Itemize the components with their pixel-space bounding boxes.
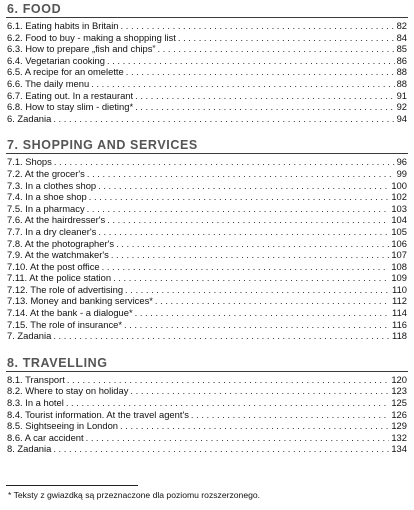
dot-leader bbox=[98, 226, 389, 238]
toc-entry[interactable] bbox=[6, 191, 408, 203]
dot-leader bbox=[135, 101, 394, 113]
entry-page-number: 112 bbox=[392, 295, 407, 307]
toc-entry[interactable] bbox=[6, 307, 408, 319]
dot-leader bbox=[53, 330, 390, 342]
toc-entry[interactable] bbox=[6, 226, 408, 238]
dot-leader bbox=[67, 374, 390, 386]
toc-entry[interactable] bbox=[6, 284, 408, 296]
dot-leader bbox=[102, 261, 390, 273]
entry-page-number: 85 bbox=[396, 43, 407, 55]
entry-page-number: 91 bbox=[396, 89, 407, 101]
toc-entry[interactable] bbox=[6, 397, 408, 409]
toc-entry[interactable] bbox=[6, 78, 408, 90]
entry-page-number: 123 bbox=[391, 385, 407, 397]
entry-page-number: 82 bbox=[396, 20, 407, 31]
dot-leader bbox=[53, 443, 389, 455]
entry-page-number: 109 bbox=[391, 272, 407, 284]
footnote-divider bbox=[6, 485, 138, 486]
toc-entry[interactable] bbox=[6, 203, 408, 215]
footnote: * Teksty z gwiazdką są przeznaczone dla poziomu rozszerzonego. bbox=[8, 490, 261, 500]
toc-entry[interactable] bbox=[6, 249, 408, 261]
section-heading: 7. SHOPPING AND SERVICES bbox=[6, 138, 408, 154]
dot-leader bbox=[89, 191, 390, 203]
toc-entry[interactable] bbox=[6, 295, 408, 307]
toc-entry[interactable] bbox=[6, 90, 408, 102]
toc-entry[interactable] bbox=[6, 156, 408, 168]
dot-leader bbox=[120, 420, 389, 432]
toc-entry[interactable] bbox=[6, 374, 408, 386]
dot-leader bbox=[126, 66, 395, 78]
entry-title: 7.15. The role of insurance* bbox=[7, 318, 123, 330]
entry-page-number: 86 bbox=[396, 54, 407, 66]
entry-title: 6.8. How to stay slim - dieting* bbox=[7, 101, 134, 113]
toc-entry[interactable] bbox=[6, 66, 408, 78]
entry-page-number: 94 bbox=[396, 112, 407, 124]
entry-page-number: 107 bbox=[391, 249, 407, 261]
entry-page-number: 88 bbox=[396, 66, 407, 78]
entry-page-number: 84 bbox=[396, 31, 407, 43]
toc-entry[interactable] bbox=[6, 319, 408, 331]
entry-title: 8.6. A car accident bbox=[7, 431, 84, 443]
entry-title: 6. Zadania bbox=[7, 112, 52, 124]
entry-title: 7.11. At the police station bbox=[7, 272, 112, 284]
entry-page-number: 114 bbox=[392, 307, 407, 319]
entry-title: 6.3. How to prepare „fish and chips” bbox=[7, 43, 156, 55]
toc-entry[interactable] bbox=[6, 261, 408, 273]
entry-title: 7.8. At the photographer's bbox=[7, 237, 115, 249]
toc-entry[interactable] bbox=[6, 101, 408, 113]
entry-title: 8.5. Sightseeing in London bbox=[7, 420, 119, 432]
toc-entry[interactable] bbox=[6, 113, 408, 125]
table-of-contents bbox=[6, 2, 408, 455]
dot-leader bbox=[87, 203, 390, 215]
dot-leader bbox=[86, 432, 390, 444]
entry-page-number: 126 bbox=[391, 408, 407, 420]
dot-leader bbox=[111, 249, 390, 261]
toc-entry[interactable] bbox=[6, 168, 408, 180]
entry-page-number: 110 bbox=[392, 283, 407, 295]
entry-page-number: 102 bbox=[391, 191, 407, 203]
dot-leader bbox=[178, 32, 395, 44]
toc-entry[interactable] bbox=[6, 32, 408, 44]
dot-leader bbox=[121, 20, 395, 32]
dot-leader bbox=[191, 409, 389, 421]
toc-entry[interactable] bbox=[6, 238, 408, 250]
dot-leader bbox=[54, 156, 395, 168]
toc-entry[interactable] bbox=[6, 20, 408, 32]
dot-leader bbox=[113, 272, 389, 284]
entry-title: 7.13. Money and banking services* bbox=[7, 295, 153, 307]
dot-leader bbox=[53, 113, 394, 125]
section-heading: 8. TRAVELLING bbox=[6, 356, 408, 372]
toc-entry[interactable] bbox=[6, 432, 408, 444]
entry-title: 7.12. The role of advertising bbox=[7, 283, 124, 295]
toc-entry[interactable] bbox=[6, 180, 408, 192]
section-entries bbox=[6, 374, 408, 455]
dot-leader bbox=[135, 90, 394, 102]
toc-entry[interactable] bbox=[6, 55, 408, 67]
entry-page-number: 92 bbox=[396, 101, 407, 113]
entry-title: 6.2. Food to buy - making a shopping list bbox=[7, 31, 176, 43]
entry-page-number: 106 bbox=[391, 237, 407, 249]
entry-title: 7.4. In a shoe shop bbox=[7, 191, 87, 203]
entry-page-number: 88 bbox=[396, 77, 407, 89]
entry-page-number: 100 bbox=[391, 179, 407, 191]
dot-leader bbox=[107, 214, 389, 226]
toc-entry[interactable] bbox=[6, 330, 408, 342]
entry-title: 8.1. Transport bbox=[7, 373, 65, 385]
entry-page-number: 134 bbox=[391, 443, 407, 455]
dot-leader bbox=[107, 55, 395, 67]
entry-title: 6.4. Vegetarian cooking bbox=[7, 54, 105, 66]
dot-leader bbox=[158, 43, 395, 55]
entry-page-number: 132 bbox=[391, 431, 407, 443]
toc-entry[interactable] bbox=[6, 443, 408, 455]
entry-page-number: 103 bbox=[391, 202, 407, 214]
entry-page-number: 116 bbox=[392, 318, 407, 330]
entry-page-number: 129 bbox=[391, 420, 407, 432]
section-heading: 6. FOOD bbox=[6, 2, 408, 18]
dot-leader bbox=[155, 295, 390, 307]
entry-page-number: 96 bbox=[396, 156, 407, 168]
entry-title: 7.6. At the hairdresser's bbox=[7, 214, 106, 226]
entry-title: 7.5. In a pharmacy bbox=[7, 202, 85, 214]
section-travelling bbox=[6, 356, 408, 455]
entry-title: 7.3. In a clothes shop bbox=[7, 179, 97, 191]
section-entries bbox=[6, 20, 408, 124]
toc-entry[interactable] bbox=[6, 385, 408, 397]
toc-entry[interactable] bbox=[6, 420, 408, 432]
entry-title: 8.4. Tourist information. At the travel agent's bbox=[7, 408, 189, 420]
entry-title: 6.5. A recipe for an omelette bbox=[7, 66, 124, 78]
entry-title: 8.3. In a hotel bbox=[7, 397, 64, 409]
entry-title: 8.2. Where to stay on holiday bbox=[7, 385, 129, 397]
toc-entry[interactable] bbox=[6, 272, 408, 284]
entry-title: 8. Zadania bbox=[7, 443, 52, 455]
entry-title: 7.2. At the grocer's bbox=[7, 167, 85, 179]
entry-page-number: 99 bbox=[396, 167, 407, 179]
dot-leader bbox=[91, 78, 394, 90]
entry-page-number: 104 bbox=[391, 214, 407, 226]
dot-leader bbox=[125, 284, 390, 296]
entry-page-number: 108 bbox=[391, 260, 407, 272]
toc-entry[interactable] bbox=[6, 214, 408, 226]
dot-leader bbox=[124, 319, 390, 331]
dot-leader bbox=[87, 168, 395, 180]
entry-title: 7.14. At the bank - a dialogue* bbox=[7, 307, 133, 319]
entry-title: 6.1. Eating habits in Britain bbox=[7, 20, 119, 31]
dot-leader bbox=[98, 180, 389, 192]
section-food bbox=[6, 2, 408, 124]
entry-page-number: 105 bbox=[391, 225, 407, 237]
entry-title: 7. Zadania bbox=[7, 330, 52, 342]
entry-title: 7.7. In a dry cleaner's bbox=[7, 225, 97, 237]
entry-page-number: 120 bbox=[391, 373, 407, 385]
section-shopping-and-services bbox=[6, 138, 408, 342]
dot-leader bbox=[116, 238, 389, 250]
entry-title: 6.6. The daily menu bbox=[7, 77, 90, 89]
dot-leader bbox=[135, 307, 390, 319]
dot-leader bbox=[130, 385, 389, 397]
dot-leader bbox=[66, 397, 390, 409]
entry-title: 7.10. At the post office bbox=[7, 260, 100, 272]
entry-page-number: 125 bbox=[391, 397, 407, 409]
entry-title: 6.7. Eating out. In a restaurant bbox=[7, 89, 134, 101]
entry-page-number: 118 bbox=[392, 330, 407, 342]
entry-title: 7.9. At the watchmaker's bbox=[7, 249, 109, 261]
toc-entry[interactable] bbox=[6, 409, 408, 421]
section-entries bbox=[6, 156, 408, 342]
toc-entry[interactable] bbox=[6, 43, 408, 55]
entry-title: 7.1. Shops bbox=[7, 156, 52, 168]
